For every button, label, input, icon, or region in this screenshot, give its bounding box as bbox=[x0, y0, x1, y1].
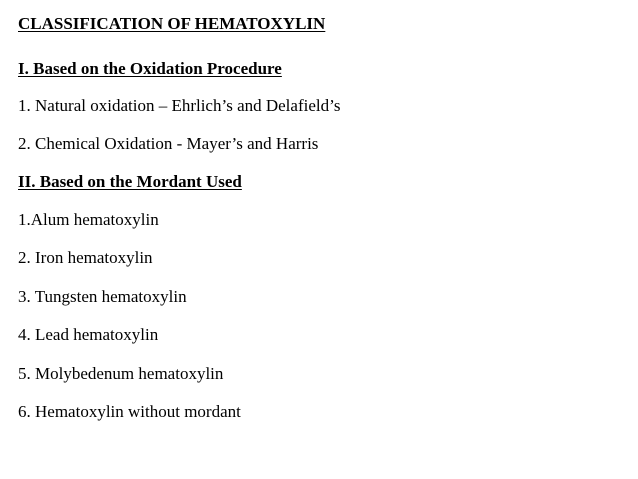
list-item: 2. Chemical Oxidation - Mayer’s and Harris bbox=[18, 134, 319, 153]
section-heading-mordant: II. Based on the Mordant Used bbox=[18, 172, 242, 191]
list-item: 1. Natural oxidation – Ehrlich’s and Delafield’s bbox=[18, 96, 341, 115]
list-item: 3. Tungsten hematoxylin bbox=[18, 287, 187, 306]
page-title: CLASSIFICATION OF HEMATOXYLIN bbox=[18, 14, 326, 33]
list-item: 5. Molybedenum hematoxylin bbox=[18, 364, 224, 383]
list-item: 1.Alum hematoxylin bbox=[18, 210, 159, 229]
list-item: 2. Iron hematoxylin bbox=[18, 248, 153, 267]
list-item: 6. Hematoxylin without mordant bbox=[18, 402, 241, 421]
list-item: 4. Lead hematoxylin bbox=[18, 325, 159, 344]
section-heading-oxidation: I. Based on the Oxidation Procedure bbox=[18, 59, 282, 78]
